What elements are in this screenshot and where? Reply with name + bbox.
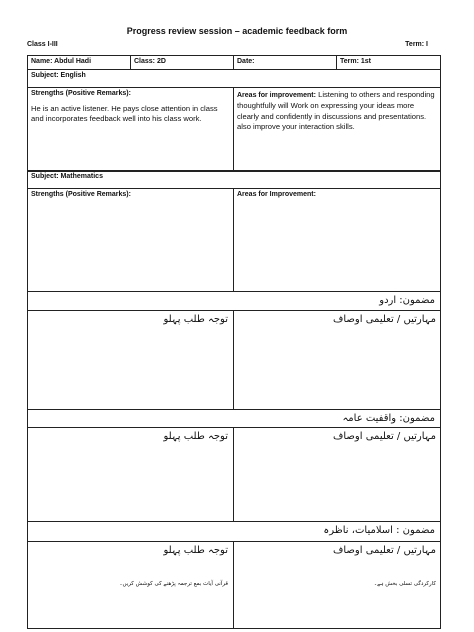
islamiat-skills-cell	[234, 542, 441, 628]
english-improve-text: Listening to others and responding thoughtfully will Work on expressing your ideas more clearly and confidently in discussions and presentations. also improve your interaction skills.	[237, 90, 435, 131]
form-title: Progress review session – academic feedback form	[126, 26, 348, 36]
islamiat-remarks-row	[28, 542, 440, 628]
gk-remarks-row	[28, 428, 440, 522]
student-class: Class: 2D	[131, 56, 234, 69]
gk-skills-cell	[234, 428, 441, 521]
islamiat-skills-label: مہارتیں / تعلیمی اوصاف	[333, 545, 436, 556]
islamiat-attention-text: قرآنی آیات بمع ترجمہ پڑھنے کی کوشش کریں۔	[119, 581, 228, 587]
review-date: Date:	[234, 56, 337, 69]
gk-attention-cell	[28, 428, 234, 521]
math-improve-cell	[234, 189, 441, 291]
subject-general-knowledge: مضمون: واقفیت عامہ	[28, 410, 440, 428]
english-strengths-cell	[28, 88, 234, 170]
math-improve-label: Areas for Improvement:	[237, 191, 316, 198]
english-remarks-row	[28, 88, 440, 171]
english-improve-label: Areas for improvement:	[237, 92, 316, 99]
urdu-attention-cell	[28, 311, 234, 409]
islamiat-skills-text: کارکردگی تسلی بخش ہے۔	[373, 581, 436, 587]
subject-urdu: مضمون: اردو	[28, 292, 440, 311]
urdu-remarks-row	[28, 311, 440, 410]
subject-mathematics: Subject: Mathematics	[28, 171, 440, 189]
urdu-attention-label: توجہ طلب پہلو	[163, 314, 228, 325]
subject-english: Subject: English	[28, 70, 440, 88]
student-name: Name: Abdul Hadi	[28, 56, 131, 69]
subject-islamiat: مضمون : اسلامیات، ناظرہ	[28, 522, 440, 542]
english-strengths-text: He is an active listener. He pays close attention in class and incorporates feedback well into his class work.	[31, 104, 218, 124]
math-remarks-row	[28, 189, 440, 292]
english-strengths-label: Strengths (Positive Remarks):	[31, 90, 131, 97]
feedback-table	[27, 55, 441, 629]
islamiat-attention-cell	[28, 542, 234, 628]
math-strengths-cell	[28, 189, 234, 291]
urdu-skills-label: مہارتیں / تعلیمی اوصاف	[333, 314, 436, 325]
urdu-skills-cell	[234, 311, 441, 409]
gk-attention-label: توجہ طلب پہلو	[163, 431, 228, 442]
math-strengths-label: Strengths (Positive Remarks):	[31, 191, 131, 198]
student-info-row	[28, 56, 440, 70]
class-range: Class I-III	[27, 41, 58, 48]
islamiat-attention-label: توجہ طلب پہلو	[163, 545, 228, 556]
gk-skills-label: مہارتیں / تعلیمی اوصاف	[333, 431, 436, 442]
english-improve-cell	[234, 88, 441, 170]
term-header: Term: I	[405, 41, 428, 48]
student-term: Term: 1st	[340, 58, 371, 65]
